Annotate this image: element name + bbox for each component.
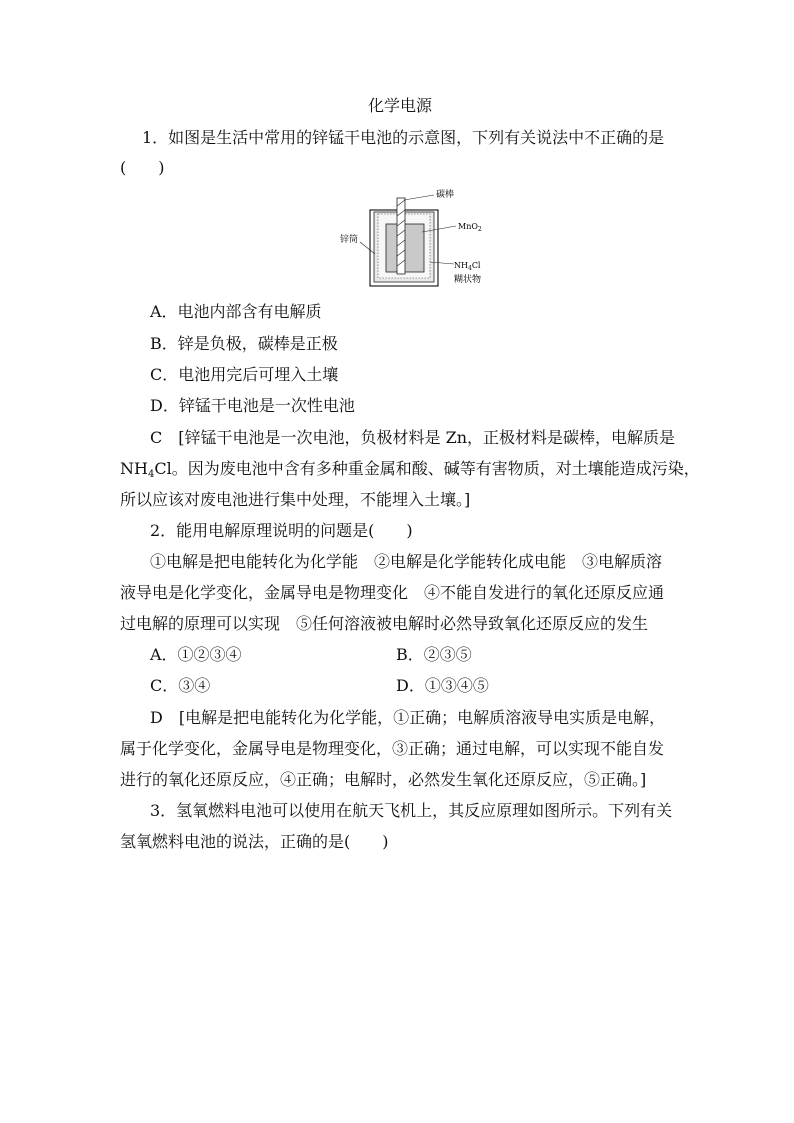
label-paste: 糊状物 bbox=[454, 275, 482, 285]
q1-option-d: D．锌锰干电池是一次性电池 bbox=[150, 396, 355, 415]
q1-answer-line1: C [锌锰干电池是一次电池，负极材料是 Zn，正极材料是碳棒，电解质是 bbox=[150, 428, 675, 447]
q1-option-b: B．锌是负极，碳棒是正极 bbox=[150, 334, 338, 353]
q2-items-line2: 液导电是化学变化，金属导电是物理变化 ④不能自发进行的氧化还原反应通 bbox=[120, 583, 665, 602]
q2-answer-line2: 属于化学变化，金属导电是物理变化，③正确；通过电解，可以实现不能自发 bbox=[120, 739, 665, 758]
q1-answer-line3: 所以应该对废电池进行集中处理，不能埋入土壤。] bbox=[120, 490, 471, 509]
q2-stem: 2．能用电解原理说明的问题是( ) bbox=[150, 521, 413, 540]
label-nh4cl: $NH_4Cl$ bbox=[454, 261, 481, 272]
zinc-manganese-battery-diagram bbox=[330, 184, 500, 296]
q2-option-a: A．①②③④ bbox=[150, 645, 242, 664]
q2-option-d: D．①③④⑤ bbox=[396, 676, 489, 695]
label-mno2: MnO$_2$ bbox=[458, 222, 482, 233]
carbon-rod bbox=[397, 198, 405, 274]
q1-stem-line1: 1．如图是生活中常用的锌锰干电池的示意图，下列有关说法中不正确的是 bbox=[142, 128, 665, 147]
q1-stem-line2: ( ) bbox=[120, 158, 165, 177]
q1-answer-line2: $NH_4Cl$。因为废电池中含有多种重金属和酸、碱等有害物质，对土壤能造成污染， bbox=[120, 459, 700, 480]
q2-answer-line1: D [电解是把电能转化为化学能，①正确；电解质溶液导电实质是电解， bbox=[150, 708, 666, 727]
q2-items-line1: ①电解是把电能转化为化学能 ②电解是化学能转化成电能 ③电解质溶 bbox=[150, 552, 663, 571]
q2-answer-line3: 进行的氧化还原反应，④正确；电解时，必然发生氧化还原反应，⑤正确。] bbox=[120, 770, 647, 789]
q2-items-line3: 过电解的原理可以实现 ⑤任何溶液被电解时必然导致氧化还原反应的发生 bbox=[120, 614, 649, 633]
label-zinc-can: 锌筒 bbox=[340, 235, 359, 245]
q2-option-b: B．②③⑤ bbox=[396, 645, 472, 664]
page-title: 化学电源 bbox=[368, 96, 433, 115]
q1-option-c: C．电池用完后可埋入土壤 bbox=[150, 365, 339, 384]
q1-option-a: A．电池内部含有电解质 bbox=[150, 302, 322, 321]
q2-option-c: C．③④ bbox=[150, 676, 211, 695]
label-carbon-rod: 碳棒 bbox=[436, 190, 455, 200]
q3-stem-line2: 氢氧燃料电池的说法，正确的是( ) bbox=[120, 832, 389, 851]
q3-stem-line1: 3．氢氧燃料电池可以使用在航天飞机上，其反应原理如图所示。下列有关 bbox=[150, 801, 673, 820]
